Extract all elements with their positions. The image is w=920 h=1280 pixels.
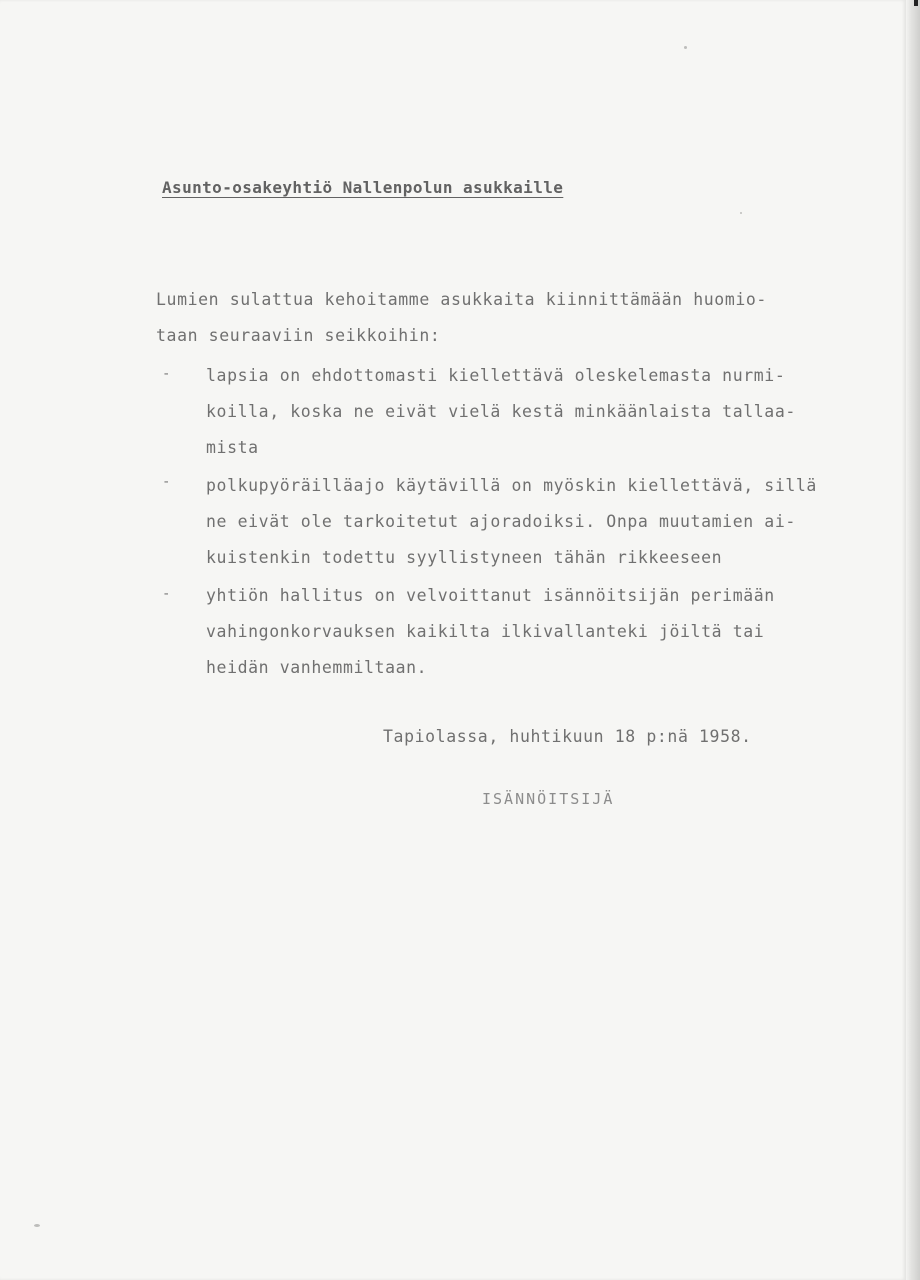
list-item-line: polkupyöräilläajo käytävillä on myöskin kiellettävä, sillä xyxy=(206,476,817,495)
paper-speck xyxy=(684,46,687,49)
list-bullet: - xyxy=(162,586,171,602)
signature-title: ISÄNNÖITSIJÄ xyxy=(482,790,615,808)
list-item-line: lapsia on ehdottomasti kiellettävä oleskelemasta nurmi- xyxy=(206,366,786,385)
list-item-line: yhtiön hallitus on velvoittanut isännöitsijän perimään xyxy=(206,586,775,605)
paper-speck xyxy=(740,212,742,214)
paper-speck xyxy=(34,1224,40,1227)
list-item xyxy=(206,358,796,466)
list-item-line: kuistenkin todettu syyllistyneen tähän rikkeeseen xyxy=(206,548,723,567)
signoff-date-line: Tapiolassa, huhtikuun 18 p:nä 1958. xyxy=(383,727,752,746)
list-item xyxy=(206,578,775,686)
list-item-line: heidän vanhemmiltaan. xyxy=(206,658,428,677)
page-edge xyxy=(906,0,920,1280)
document-title: Asunto-osakeyhtiö Nallenpolun asukkaille xyxy=(162,178,564,197)
list-item-line: vahingonkorvauksen kaikilta ilkivallanteki jöiltä tai xyxy=(206,622,765,641)
intro-paragraph xyxy=(156,282,767,354)
page-corner-mark xyxy=(914,0,918,6)
list-item xyxy=(206,468,817,576)
list-item-line: ne eivät ole tarkoitetut ajoradoiksi. Onpa muutamien ai- xyxy=(206,512,796,531)
list-bullet: - xyxy=(162,366,171,382)
intro-line: taan seuraaviin seikkoihin: xyxy=(156,326,441,345)
list-item-line: koilla, koska ne eivät vielä kestä minkäänlaista tallaa- xyxy=(206,402,796,421)
list-bullet: - xyxy=(162,474,171,490)
intro-line: Lumien sulattua kehoitamme asukkaita kiinnittämään huomio- xyxy=(156,290,767,309)
list-item-line: mista xyxy=(206,438,259,457)
